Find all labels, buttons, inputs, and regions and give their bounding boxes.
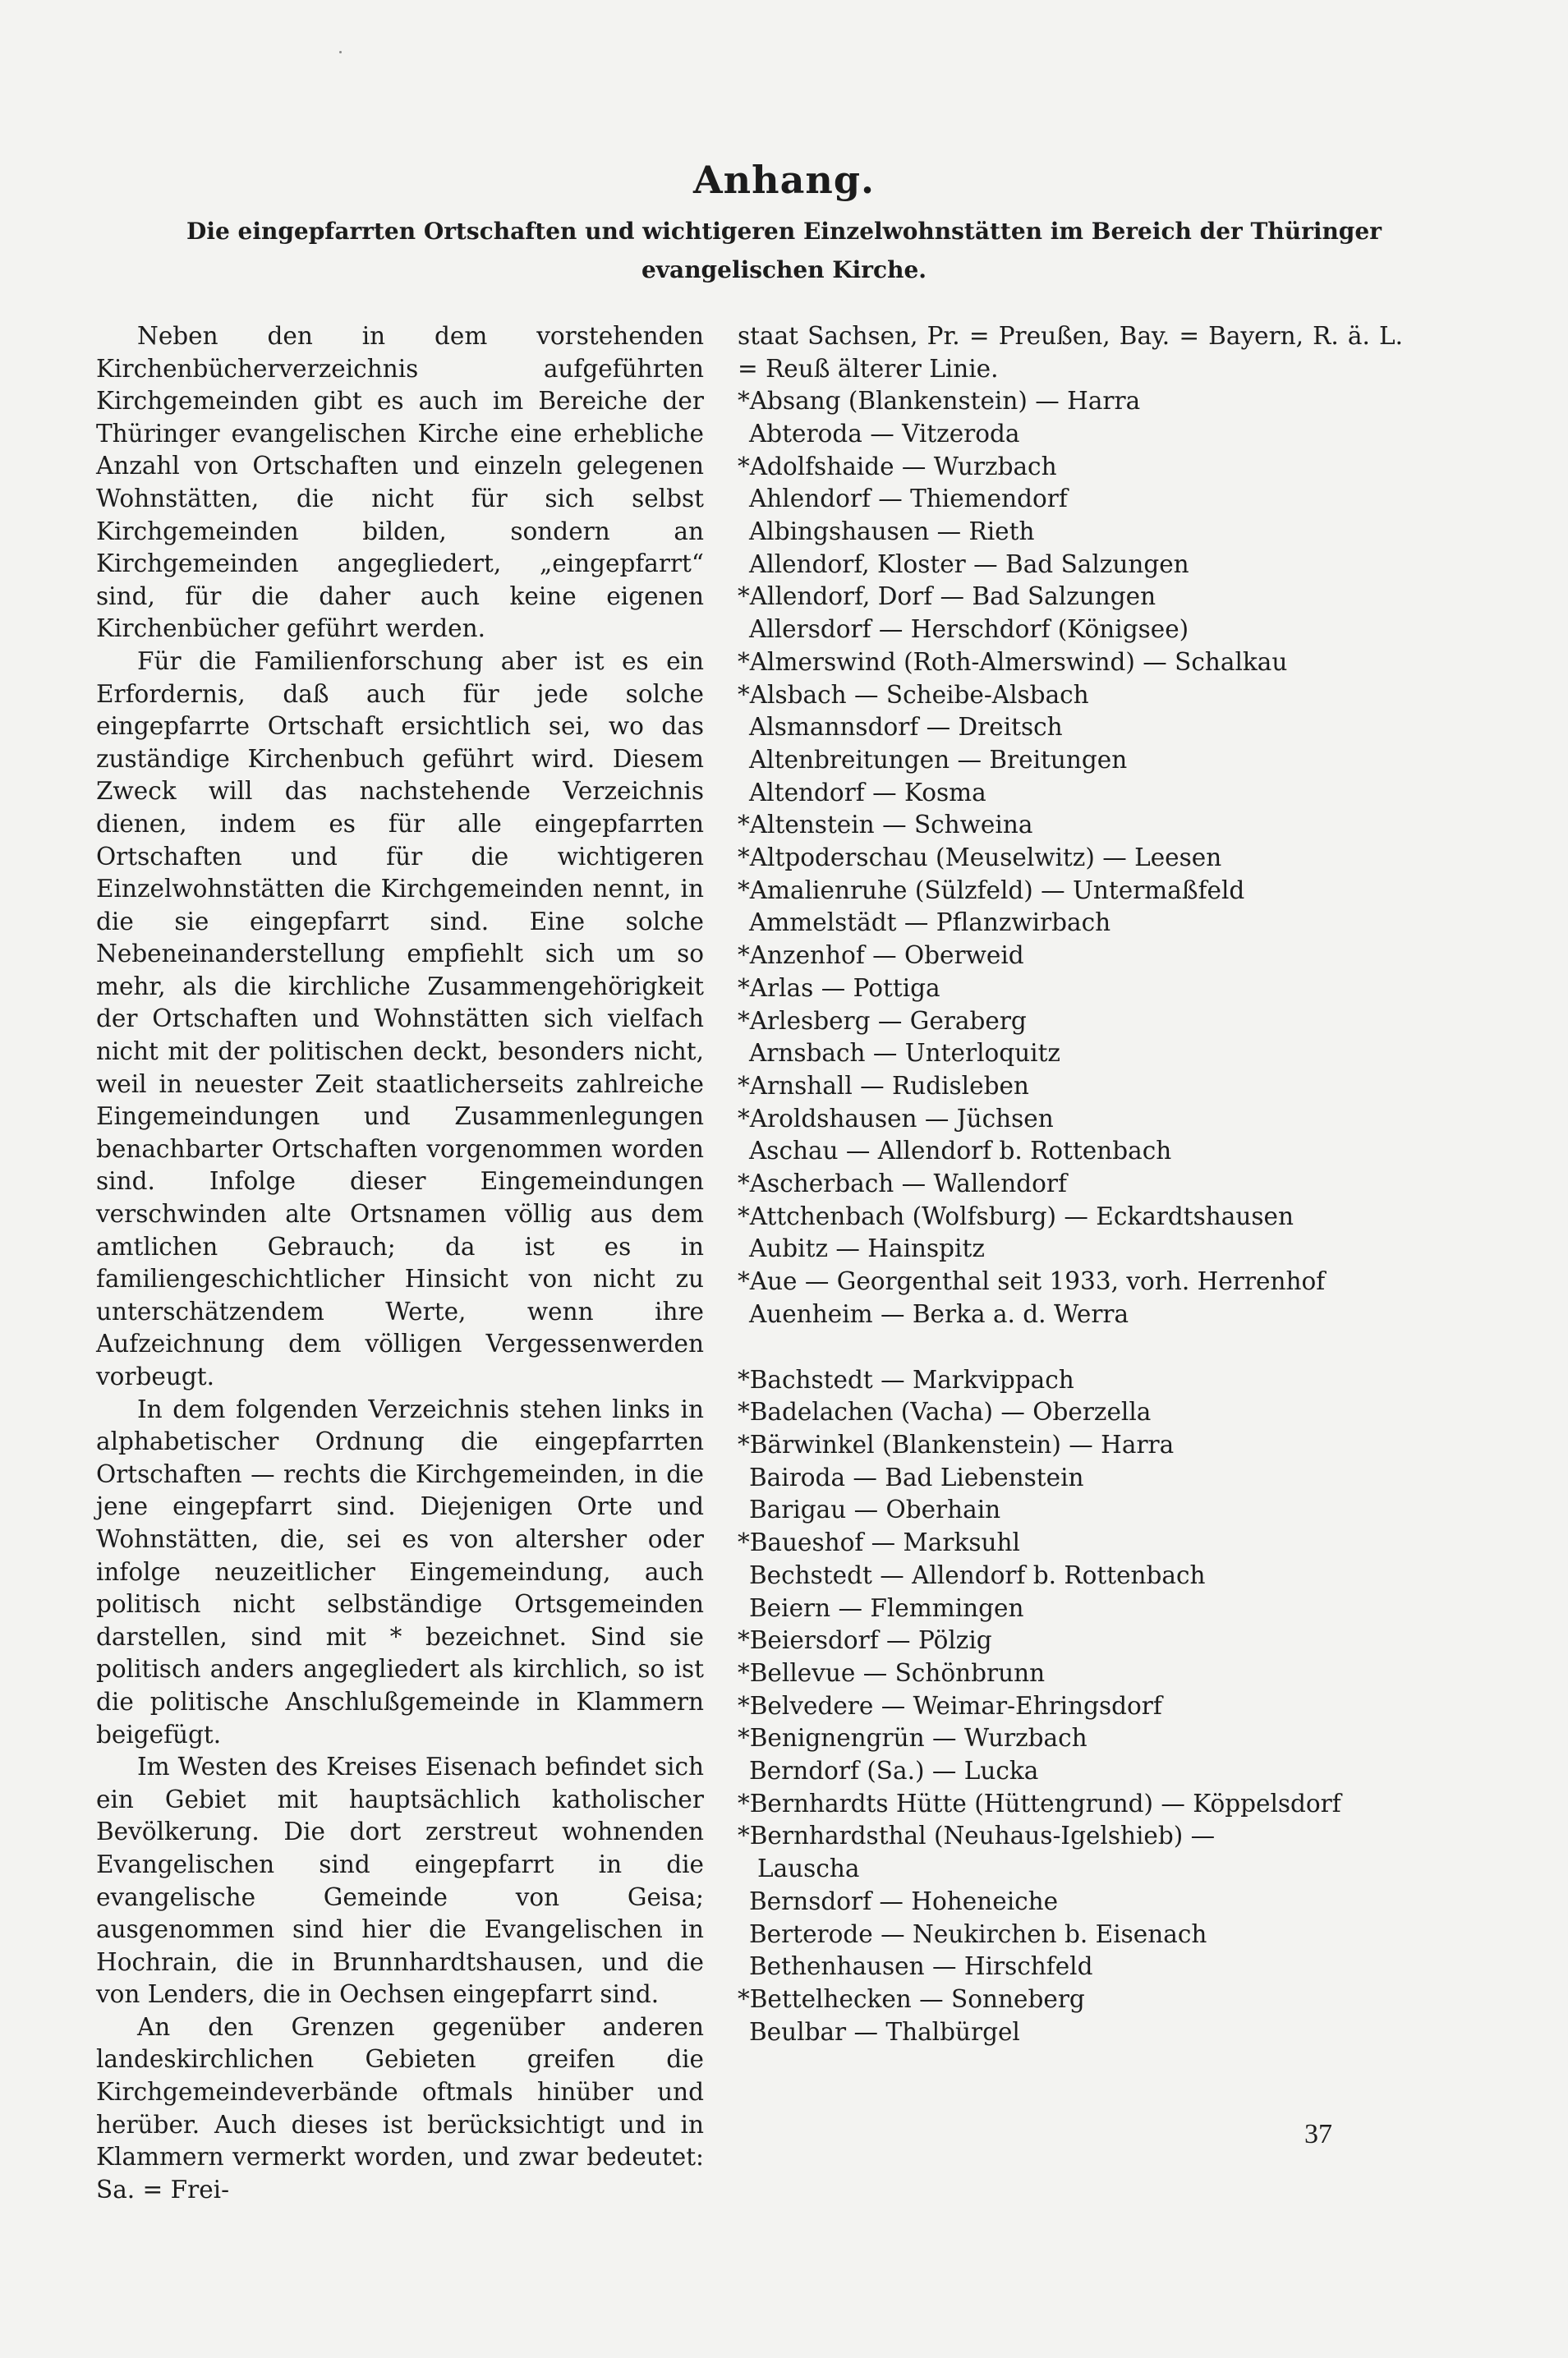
left-column <box>96 320 704 2206</box>
list-item: *Bernhardts Hütte (Hüttengrund) — Köppelsdorf <box>738 1789 1341 1818</box>
list-item: *Allendorf, Dorf — Bad Salzungen <box>738 582 1156 611</box>
list-item: *Badelachen (Vacha) — Oberzella <box>738 1398 1152 1427</box>
list-item: *Altenstein — Schweina <box>738 811 1033 839</box>
list-item: Abteroda — Vitzeroda <box>749 419 1020 448</box>
section-gap <box>738 1331 1403 1364</box>
list-item: Bernsdorf — Hoheneiche <box>749 1887 1059 1915</box>
list-item: *Bärwinkel (Blankenstein) — Harra <box>738 1430 1175 1459</box>
list-item: *Bellevue — Schönbrunn <box>738 1658 1046 1687</box>
list-item: Arnsbach — Unterloquitz <box>749 1039 1060 1068</box>
entry-list-a <box>738 385 1403 1331</box>
list-item: *Adolfshaide — Wurzbach <box>738 452 1057 480</box>
entry-list-b <box>738 1364 1403 2049</box>
list-item: Allendorf, Kloster — Bad Salzungen <box>749 549 1189 578</box>
list-item: Barigau — Oberhain <box>749 1496 1001 1524</box>
paragraph-continuation: staat Sachsen, Pr. = Preußen, Bay. = Bayern, R. ä. L. = Reuß älterer Linie. <box>738 322 1403 383</box>
list-item: Aubitz — Hainspitz <box>749 1234 985 1263</box>
paragraph: Neben den in dem vorstehenden Kirchenbücherverzeichnis aufgeführten Kirchgemeinden gibt es auch im Bereiche der Thüringer evangelischen Kirche eine erhebliche Anzahl von Ortschaften und einzeln gelegenen Wohnstätten, die nicht für sich selbst Kirchgemeinden bilden, sondern an Kirchgemeinden angegliedert, „eingepfarrt“ sind, für die daher auch keine eigenen Kirchenbücher geführt werden. <box>96 322 704 643</box>
list-item: Alsmannsdorf — Dreitsch <box>749 713 1063 742</box>
page-number: 37 <box>1304 2119 1332 2149</box>
list-item: Ahlendorf — Thiemendorf <box>749 485 1068 513</box>
right-column <box>738 320 1403 2048</box>
paragraph: Für die Familienforschung aber ist es ein Erfordernis, daß auch für jede solche eingepfarrte Ortschaft ersichtlich sei, wo das zuständige Kirchenbuch geführt wird. Diesem Zweck will das nachstehende Verzeichnis dienen, indem es für alle eingepfarrten Ortschaften und für die wichtigeren Einzelwohnstätten die Kirchgemeinden nennt, in die sie eingepfarrt sind. Eine solche Nebeneinanderstellung empfiehlt sich um so mehr, als die kirchliche Zusammengehörigkeit der Ortschaften und Wohnstätten sich vielfach nicht mit der politischen deckt, besonders nicht, weil in neuester Zeit staatlicherseits zahlreiche Eingemeindungen und Zusammenlegungen benachbarter Ortschaften vorgenommen worden sind. Infolge dieser Eingemeindungen verschwinden alte Ortsnamen völlig aus dem amtlichen Gebrauch; da ist es in familiengeschichtlicher Hinsicht von nicht zu unterschätzendem Werte, wenn ihre Aufzeichnung dem völligen Vergessenwerden vorbeugt. <box>96 646 704 1390</box>
list-item: *Bernhardsthal (Neuhaus-Igelshieb) — <box>738 1822 1216 1850</box>
list-item: *Aroldshausen — Jüchsen <box>738 1104 1054 1133</box>
list-item: *Bettelhecken — Sonneberg <box>738 1984 1085 2013</box>
list-item: *Ascherbach — Wallendorf <box>738 1170 1067 1198</box>
list-item: *Beiersdorf — Pölzig <box>738 1626 992 1655</box>
list-item: *Altpoderschau (Meuselwitz) — Leesen <box>738 843 1222 872</box>
list-item: *Aue — Georgenthal seit 1933, vorh. Herrenhof <box>738 1267 1326 1296</box>
list-item: Berterode — Neukirchen b. Eisenach <box>749 1919 1207 1948</box>
list-item: *Arlas — Pottiga <box>738 973 940 1002</box>
list-item: *Almerswind (Roth-Almerswind) — Schalkau <box>738 647 1288 676</box>
paragraph: An den Grenzen gegenüber anderen landeskirchlichen Gebieten greifen die Kirchgemeindeverbände oftmals hinüber und herüber. Auch dieses ist berücksichtigt und in Klammern vermerkt worden, und zwar bedeutet: Sa. = Frei- <box>96 2012 704 2204</box>
list-item: Ammelstädt — Pflanzwirbach <box>749 908 1111 937</box>
list-item: *Amalienruhe (Sülzfeld) — Untermaßfeld <box>738 876 1245 904</box>
list-item: Bechstedt — Allendorf b. Rottenbach <box>749 1561 1206 1589</box>
list-item: *Alsbach — Scheibe-Alsbach <box>738 680 1089 709</box>
list-item: *Baueshof — Marksuhl <box>738 1528 1020 1557</box>
list-item: Bethenhausen — Hirschfeld <box>749 1952 1093 1981</box>
list-item: Bairoda — Bad Liebenstein <box>749 1463 1084 1492</box>
list-item: *Benignengrün — Wurzbach <box>738 1724 1087 1753</box>
page-subtitle: Die eingepfarrten Ortschaften und wichtigeren Einzelwohnstätten im Bereich der Thüringer evangelischen Kirche. <box>186 218 1382 283</box>
list-item: Lauscha <box>757 1855 860 1883</box>
list-item: Altenbreitungen — Breitungen <box>749 745 1128 774</box>
list-item: *Belvedere — Weimar-Ehringsdorf <box>738 1691 1162 1720</box>
list-item: Beulbar — Thalbürgel <box>749 2017 1020 2046</box>
scan-speck <box>339 51 342 53</box>
list-item: Allersdorf — Herschdorf (Königsee) <box>749 615 1189 644</box>
list-item: Albingshausen — Rieth <box>749 517 1035 545</box>
page-title: Anhang. <box>692 158 875 202</box>
list-item: Aschau — Allendorf b. Rottenbach <box>749 1137 1172 1165</box>
list-item: *Absang (Blankenstein) — Harra <box>738 387 1141 416</box>
list-item: *Arnshall — Rudisleben <box>738 1071 1029 1100</box>
list-item: *Anzenhof — Oberweid <box>738 941 1024 970</box>
paragraph: In dem folgenden Verzeichnis stehen links in alphabetischer Ordnung die eingepfarrten Ortschaften — rechts die Kirchgemeinden, in die jene eingepfarrt sind. Diejenigen Orte und Wohnstätten, die, sei es von altersher oder infolge neuzeitlicher Eingemeindung, auch politisch nicht selbständige Ortsgemeinden darstellen, sind mit * bezeichnet. Sind sie politisch anders angegliedert als kirchlich, so ist die politische Anschlußgemeinde in Klammern beigefügt. <box>96 1395 704 1749</box>
paragraph: Im Westen des Kreises Eisenach befindet sich ein Gebiet mit hauptsächlich katholischer Bevölkerung. Die dort zerstreut wohnenden Evangelischen sind eingepfarrt in die evangelische Gemeinde von Geisa; ausgenommen sind hier die Evangelischen in Hochrain, die in Brunnhardtshausen, und die von Lenders, die in Oechsen eingepfarrt sind. <box>96 1753 704 2009</box>
list-item: Altendorf — Kosma <box>749 778 986 807</box>
list-item: Auenheim — Berka a. d. Werra <box>749 1299 1129 1328</box>
list-item: Berndorf (Sa.) — Lucka <box>749 1757 1039 1786</box>
list-item: *Arlesberg — Geraberg <box>738 1006 1027 1035</box>
list-item: *Bachstedt — Markvippach <box>738 1365 1074 1394</box>
list-item: *Attchenbach (Wolfsburg) — Eckardtshausen <box>738 1202 1294 1230</box>
list-item: Beiern — Flemmingen <box>749 1593 1024 1622</box>
